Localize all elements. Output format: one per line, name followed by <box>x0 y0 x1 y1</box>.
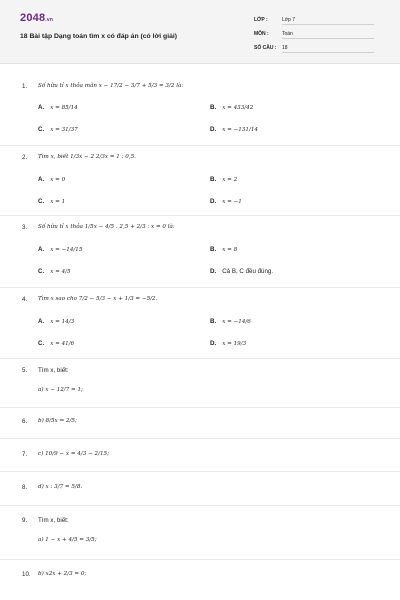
option-value: x = −1 <box>222 199 242 205</box>
meta-key: LỚP : <box>254 17 268 23</box>
option-value: x = 31/37 <box>50 127 78 133</box>
question-text: d) x : 3/7 = 5/8. <box>38 484 83 490</box>
option-a[interactable] <box>38 104 78 111</box>
option-label: B. <box>210 104 217 111</box>
option-label: D. <box>210 340 217 347</box>
option-b[interactable] <box>210 318 251 325</box>
sub-question: a) x − 12/7 = 1; <box>38 387 83 393</box>
option-value: x = −14/6 <box>222 319 251 325</box>
option-value: x = 41/6 <box>50 341 75 347</box>
divider <box>0 438 400 439</box>
question-text: Tìm x sao cho 7/2 − 5/3 − x + 1/3 = −5/2. <box>38 296 158 302</box>
option-d[interactable] <box>210 126 258 133</box>
option-label: B. <box>210 246 217 253</box>
divider <box>0 287 400 288</box>
option-d[interactable] <box>210 198 242 205</box>
question-number: 9. <box>22 517 28 524</box>
divider <box>0 471 400 472</box>
meta-value: Toán <box>282 31 374 39</box>
option-label: C. <box>38 340 45 347</box>
question-number: 2. <box>22 154 28 161</box>
question-number: 5. <box>22 367 28 374</box>
option-d[interactable] <box>210 340 246 347</box>
divider <box>0 559 400 560</box>
option-label: B. <box>210 318 217 325</box>
document-title: 18 Bài tập Dạng toán tìm x có đáp án (có lời giải) <box>20 33 178 40</box>
question-text: Tìm x, biết 1/3x − 2 2/3x = 1 : 0,5. <box>38 154 136 160</box>
option-b[interactable] <box>210 176 237 183</box>
option-label: D. <box>210 198 217 205</box>
option-value: x = 433/42 <box>222 105 254 111</box>
question-number: 3. <box>22 224 28 231</box>
meta-row-count <box>254 45 378 53</box>
option-c[interactable] <box>38 268 71 275</box>
question-number: 7. <box>22 451 28 458</box>
option-value: x = −14/15 <box>50 247 83 253</box>
option-value: x = 0 <box>50 177 66 183</box>
divider <box>0 358 400 359</box>
option-label: D. <box>210 268 217 275</box>
option-d[interactable] <box>210 268 273 275</box>
option-value: x = 1 <box>50 199 66 205</box>
logo-suffix: .vn <box>45 17 54 23</box>
divider <box>0 215 400 216</box>
question-text: b) 8/5x = 2/5; <box>38 418 77 424</box>
meta-value: Lớp 7 <box>282 17 374 25</box>
option-label: A. <box>38 104 45 111</box>
question-list <box>0 64 400 600</box>
option-value: x = 85/14 <box>50 105 78 111</box>
option-label: B. <box>210 176 217 183</box>
document-header <box>0 0 400 64</box>
question-text: Tìm x, biết: <box>38 517 69 524</box>
question-text: Số hữu tỉ x thỏa mãn x − 17/2 − 3/7 + 5/3 = 3/2 là: <box>38 83 184 89</box>
option-label: A. <box>38 176 45 183</box>
divider <box>0 145 400 146</box>
question-text: c) 10/9 − x = 4/3 − 2/15; <box>38 451 109 457</box>
option-label: D. <box>210 126 217 133</box>
option-label: C. <box>38 268 45 275</box>
meta-key: MÔN : <box>254 31 269 37</box>
option-a[interactable] <box>38 176 65 183</box>
question-text: b) x2x + 2/3 = 0; <box>38 571 87 577</box>
option-value: Cả B, C đều đúng. <box>222 268 274 275</box>
logo-text: 2048 <box>20 12 46 24</box>
option-value: x = 4/5 <box>50 269 71 275</box>
question-text: Tìm x, biết: <box>38 367 69 374</box>
meta-key: SỐ CÂU : <box>254 45 277 51</box>
option-b[interactable] <box>210 104 253 111</box>
question-number: 8. <box>22 484 28 491</box>
question-text: Số hữu tỉ x thỏa 1/5x − 4/5 . 2,5 + 2/3 : x = 0 là: <box>38 224 175 230</box>
option-label: C. <box>38 126 45 133</box>
question-number: 4. <box>22 296 28 303</box>
option-label: C. <box>38 198 45 205</box>
option-b[interactable] <box>210 246 237 253</box>
option-label: A. <box>38 318 45 325</box>
option-value: x = 2 <box>222 177 238 183</box>
divider <box>0 505 400 506</box>
option-c[interactable] <box>38 340 74 347</box>
meta-row-grade <box>254 17 378 25</box>
option-a[interactable] <box>38 318 74 325</box>
question-number: 10. <box>22 571 31 578</box>
option-value: x = 19/3 <box>222 341 247 347</box>
option-value: x = −131/14 <box>222 127 258 133</box>
option-value: x = 8 <box>222 247 238 253</box>
divider <box>0 407 400 408</box>
question-number: 6. <box>22 418 28 425</box>
site-logo[interactable] <box>20 12 53 24</box>
meta-value: 18 <box>282 45 374 53</box>
option-value: x = 14/3 <box>50 319 75 325</box>
meta-row-subject <box>254 31 378 39</box>
sub-question: a) 1 − x + 4/5 = 3/5; <box>38 537 97 543</box>
option-label: A. <box>38 246 45 253</box>
option-c[interactable] <box>38 126 78 133</box>
option-c[interactable] <box>38 198 65 205</box>
question-number: 1. <box>22 83 28 90</box>
option-a[interactable] <box>38 246 82 253</box>
